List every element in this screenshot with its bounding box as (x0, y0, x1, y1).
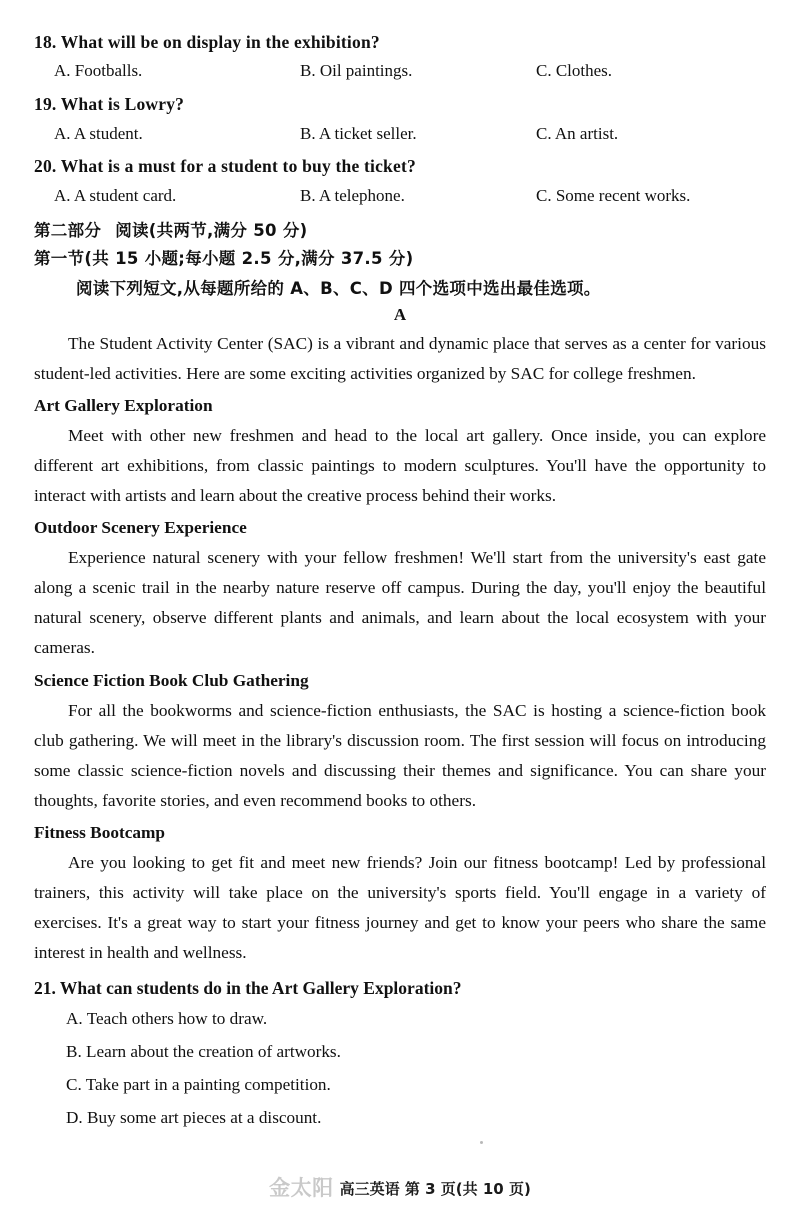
question-19-option-c[interactable]: C. An artist. (536, 123, 619, 143)
part-two-title: 阅读(共两节,满分 50 分) (115, 220, 308, 240)
activity-title-book-club: Science Fiction Book Club Gathering (34, 670, 309, 690)
question-20-option-b[interactable]: B. A telephone. (300, 185, 405, 205)
passage-intro-paragraph: The Student Activity Center (SAC) is a vibrant and dynamic place that serves as a center for various student-led activities. Here are some exciting activities organized by SAC for college freshmen. (34, 333, 766, 383)
question-20-options (34, 184, 766, 208)
question-20-stem: 20. What is a must for a student to buy the ticket? (34, 156, 416, 177)
page-number-label: 高三英语 第 3 页(共 10 页) (339, 1180, 531, 1198)
section-one-label: 第一节 (34, 248, 85, 268)
question-21-group (34, 976, 766, 1130)
question-20-option-c[interactable]: C. Some recent works. (536, 185, 691, 205)
question-20-option-a[interactable]: A. A student card. (54, 185, 177, 205)
paper-speck (480, 1141, 483, 1144)
activity-text-fitness-bootcamp: Are you looking to get fit and meet new friends? Join our fitness bootcamp! Led by professional trainers, this activity will take place on the university's sports field. You'll engage in a variety of exercises. It's a great way to start your fitness journey and get to know your peers who share the same interest in health and wellness. (34, 853, 766, 963)
question-19-option-a[interactable]: A. A student. (54, 123, 143, 143)
question-18-stem: 18. What will be on display in the exhibition? (34, 32, 380, 52)
page-footer (0, 1172, 800, 1202)
question-18-option-a[interactable]: A. Footballs. (54, 61, 143, 81)
passage-letter: A (393, 304, 407, 324)
question-18-option-c[interactable]: C. Clothes. (536, 61, 613, 81)
activity-title-art-gallery: Art Gallery Exploration (34, 395, 213, 415)
question-21-stem: 21. What can students do in the Art Gallery Exploration? (34, 978, 462, 999)
question-18-options (34, 59, 766, 83)
question-21-option-b[interactable]: B. Learn about the creation of artworks. (66, 1041, 341, 1061)
reading-instruction: 阅读下列短文,从每题所给的 A、B、C、D 四个选项中选出最佳选项。 (76, 278, 601, 298)
activity-title-outdoor-scenery: Outdoor Scenery Experience (34, 518, 247, 538)
question-21-option-a[interactable]: A. Teach others how to draw. (66, 1008, 268, 1028)
part-two-label: 第二部分 (34, 220, 102, 240)
activity-text-outdoor-scenery: Experience natural scenery with your fellow freshmen! We'll start from the university's east gate along a scenic trail in the nearby nature reserve off campus. During the day, you'll enjoy the beautiful natural scenery, observe different plants and animals, and learn about the local ecosystem with your cameras. (34, 548, 766, 658)
question-21-option-d[interactable]: D. Buy some art pieces at a discount. (66, 1108, 322, 1128)
section-one-title: (共 15 小题;每小题 2.5 分,满分 37.5 分) (84, 248, 414, 268)
part-two-heading (34, 217, 766, 241)
activity-title-fitness-bootcamp: Fitness Bootcamp (34, 823, 166, 843)
question-18-option-b[interactable]: B. Oil paintings. (300, 61, 413, 81)
publisher-watermark: 金太阳 (269, 1176, 334, 1200)
activity-text-art-gallery: Meet with other new freshmen and head to the local art gallery. Once inside, you can explore different art exhibitions, from classic paintings to modern sculptures. You'll have the opportunity to interact with artists and learn about the creative process behind their works. (34, 425, 766, 505)
question-19-stem: 19. What is Lowry? (34, 94, 185, 115)
question-19-option-b[interactable]: B. A ticket seller. (300, 123, 417, 143)
activity-text-book-club: For all the bookworms and science-fiction enthusiasts, the SAC is hosting a science-fiction book club gathering. We will meet in the library's discussion room. The first session will focus on introducing some classic science-fiction novels and discussing their themes and significance. You can share your thoughts, favorite stories, and even recommend books to others. (34, 700, 766, 810)
question-19-options (34, 122, 766, 146)
listening-question-group (34, 30, 766, 208)
passage-a (34, 329, 766, 969)
section-one-heading (34, 245, 766, 269)
question-21-option-c[interactable]: C. Take part in a painting competition. (66, 1075, 331, 1095)
